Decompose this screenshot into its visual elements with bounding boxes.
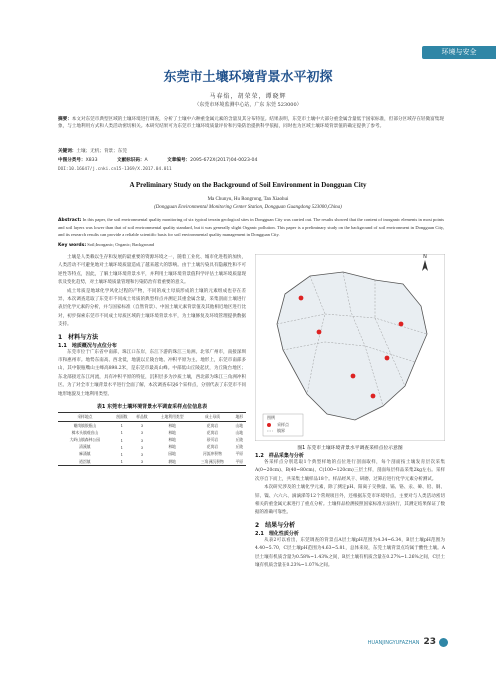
table-cell: 3 — [132, 458, 152, 466]
paragraph-1-1: 东莞市位于广东省中南部，珠江口东岸，东江下游的珠江三角洲。北邻广州市，南接深圳市和惠州市。地势东南高、西北低，地貌以丘陵台地、冲积平原为主。地形上，东莞市南部多山，其中银瓶嘴山主峰高898.2米，是东莞市最高山峰。中部低山丘陵起伏，为丘陵台地区；东北部接近东江河流，具有冲积平原的特征，沉积层多为沙质土壤，西北部为珠江三角洲冲积区。为了对全市土壤背景水平进行全面了解，本次调查布设6个采样点，分别代表了东莞市不同地形地貌及土地利用类型。 — [58, 349, 246, 397]
doc-code-label: 文献标识码： — [116, 158, 145, 163]
article-title-cn: 东莞市土壤环境背景水平初探 — [163, 70, 333, 85]
doc-code-value: A — [144, 158, 148, 163]
sample-point — [317, 330, 322, 335]
table-cell: 林地 — [168, 437, 176, 443]
table-cell: 砂页岩 — [206, 437, 219, 443]
table-row — [58, 429, 246, 436]
abstract-cn-label: 摘要： — [58, 117, 72, 122]
sample-point — [299, 296, 304, 301]
article-title-en: A Preliminary Study on the Background of Soil Environment in Dongguan City — [129, 181, 367, 189]
article-meta — [58, 157, 458, 163]
right-column — [255, 254, 445, 570]
table-header-parent-material: 成土母质 — [192, 413, 232, 422]
table-header-terrain: 地形 — [233, 413, 246, 422]
svg-text:N: N — [423, 254, 427, 260]
sample-point — [385, 356, 390, 361]
table-caption: 表1 东莞市土壤环境背景水平调查采样点位信息表 — [96, 404, 208, 411]
table-row — [58, 422, 246, 430]
table-cell: 林地 — [168, 429, 176, 435]
affiliation-en: (Dongguan Environmental Monitoring Center Station, Dongguan Guangdong 523000,China) — [154, 205, 342, 210]
table-row — [58, 444, 246, 451]
table-cell: 河流冲积物 — [202, 451, 222, 457]
table-cell: 1 — [120, 430, 123, 436]
table-cell: 丘陵 — [235, 444, 244, 450]
keywords-cn — [58, 148, 444, 155]
affiliation-cn: （东莞市环境监测中心站，广东 东莞 523000） — [194, 102, 302, 108]
table-header-site: 采样地点 — [58, 413, 112, 422]
dongguan-map — [255, 254, 445, 441]
intro-paragraph-1: 土壤是人类赖以生存和发展的最重要的资源环境之一，随着工业化、城市化进程的加快，人类活动不可避免地对土壤环境质量造成了越来越大的影响。由于土壤污染具有隐蔽性和不可逆性等特点，因此，了解土壤环境背景水平，并利用土壤环境背景值科学评估土壤环境质量现状及变化趋势，对土壤环境质量管理和污染防治有着重要的意义。 — [58, 255, 246, 286]
intro-paragraph-2: 成土母质是地球化学风化过程的产物，不同的成土母质形成的土壤的元素组成也存在差异，本次调查选取了东莞市不同成土母质的典型样点并测定其重金属含量，采集剖面土壤进行表层化学元素的分析，并与国家标准（自然背景）、中国土壤元素背景值及其他相近地区进行比对，初步探索东莞市不同成土母质区域的土壤环境背景水平，为土壤修复及环境管理提供数据支持。 — [58, 288, 246, 328]
table-cell: 3 — [140, 423, 144, 429]
table-row — [58, 436, 246, 443]
legend-title: 图例 — [267, 415, 275, 420]
table-cell: 1 — [120, 437, 123, 443]
subsection-heading-1-2: 1.2 样品采集与分析 — [255, 453, 304, 459]
sample-point — [399, 322, 404, 327]
table-header-samples: 样品数 — [132, 413, 152, 422]
table-cell: 平原 — [233, 458, 246, 466]
table-cell: 耕地 — [152, 458, 192, 466]
paragraph-1-2b: 本次研究涉及的土壤化学元素，除了测定pH、阳离子交换量、镉、铬、汞、砷、铅、铜、锌、镍、六六六、滴滴涕等12个常规项目外，还根据东莞市环境特点，主要对与人类活动密切相关的重金属元素进行了重点分析。土壤样品检测按照国家标准方法执行，其测定结果保证了数据的准确可靠性。 — [255, 485, 445, 516]
table-cell: 道滘镇 — [58, 458, 112, 466]
page-footer — [368, 637, 448, 647]
abstract-en-label: Abstract: — [58, 218, 82, 223]
table-cell: 林地 — [168, 422, 176, 428]
keywords-en-label: Key words: — [58, 243, 87, 248]
table-cell: 1 — [120, 444, 123, 450]
table-cell: 丘陵 — [235, 437, 244, 443]
paragraph-1-2a: 各采样点分别选取1个典型样地的点位进行剖面取样，每个剖面按土壤发育层次采集A(0~20cm)、B(40~80cm)、C(100~120cm)三层土样，剖面每层样品采集2kg左右。采样次序自下而上，共采集土壤样品18个。样品经风干、研磨、过筛后进行化学元素分析测试。 — [255, 460, 445, 482]
table-cell: 花岗岩 — [206, 422, 219, 428]
article-no-value: 2095-672X(2017)04-0023-04 — [190, 158, 258, 163]
table-cell: 樟木头镇观音山 — [71, 429, 99, 435]
section-heading-2: 2 结果与分析 — [255, 521, 296, 529]
clc-label: 中图分类号： — [58, 158, 86, 163]
table-cell: 平原 — [235, 451, 244, 457]
table-cell: 3 — [140, 437, 144, 443]
section-heading-1: 1 材料与方法 — [58, 333, 99, 341]
footer-dot-icon — [439, 638, 448, 647]
table-cell: 清溪镇 — [79, 444, 91, 450]
subsection-heading-2-1: 2.1 理化性质分析 — [255, 530, 299, 537]
figure-caption: 图1 东莞市土壤环境背景水平调查采样点位示意图 — [297, 446, 403, 451]
legend-item-border: 镇界 — [277, 428, 285, 433]
table-cell: 三角洲沉积物 — [192, 458, 232, 466]
table-cell: 大岭山镇森林公园 — [69, 437, 101, 443]
table-cell: 1 — [112, 458, 132, 466]
table-header-landuse: 土地利用类型 — [152, 413, 192, 422]
table-cell: 1 — [120, 451, 123, 457]
journal-name: HUANJINGYUFAZHAN — [367, 640, 420, 646]
keywords-en-text: Soil;Inorganic; Organic; Background — [87, 242, 155, 247]
table-cell: 1 — [120, 423, 123, 429]
table-row — [58, 458, 246, 466]
table-cell: 3 — [140, 430, 144, 436]
paragraph-2-1: 从表2可以看出，东莞调查的背景点A层土壤pH范围为4.34~6.34，B层土壤pH范围为4.40~5.70，C层土壤pH范围为4.63~5.81，总体来说，东莞土壤背景点均属于酸性土壤。A层土壤有机质含量为0.58%~1.43%之间，B层土壤有机质含量在0.27%~1.26%之间，C层土壤有机质含量在0.23%~1.07%之间。 — [255, 537, 445, 569]
abstract-cn-text: 本文对东莞市典型区域的土壤环境进行调查，分析了土壤中六种重金属元素的含量及其分布特征。结果表明，东莞市土壤中大部分重金属含量低于国家标准，但部分区域存在轻微富集现象，与土地利用方式和人类活动密切相关。本研究结果可为东莞市土壤环境质量评价和污染防治提供科学依据，同时也为区域土壤环境背景值的确定提供了参考。 — [58, 117, 444, 129]
abstract-cn — [58, 116, 444, 130]
table-cell: 园地 — [168, 451, 176, 457]
legend-item-sample: 采样点 — [277, 422, 289, 427]
page-number: 23 — [423, 637, 436, 647]
clc-value: X833 — [85, 158, 98, 163]
table-cell: 山地 — [235, 422, 244, 428]
table-cell: 花岗岩 — [206, 444, 219, 450]
abstract-en-text: In this paper, the soil environmental quality monitoring of six typical terrain geological sites in Dongguan City was carried out. The results showed that the content of inorganic elements in most points and soil layers was lower than that of soil environmental quality standard, but it was generally slight Organic pollution. This paper is a preliminary study on the background of soil environment in Dongguan City, and its research results can provide a reliable scientific basis for soil environmental quality management in Dongguan City. — [58, 217, 444, 237]
table-cell: 3 — [140, 444, 144, 450]
abstract-en — [58, 216, 444, 238]
table-cell: 3 — [140, 451, 144, 457]
keywords-en — [58, 242, 154, 248]
sample-point — [351, 374, 356, 379]
keywords-cn-text: 土壤；无机；背景；东莞 — [76, 149, 127, 154]
table-row — [58, 451, 246, 458]
table-cell: 林地 — [168, 444, 176, 450]
sampling-map-figure — [255, 254, 445, 441]
keywords-cn-label: 关键词： — [58, 149, 77, 154]
authors-cn: 马春焰，胡荣荣，谭晓辉 — [209, 93, 287, 100]
subsection-heading-1-1: 1.1 地质概况与点位分布 — [58, 342, 117, 349]
table-cell: 麻涌镇 — [79, 451, 91, 457]
table-cell: 谢岗镇银瓶山 — [73, 422, 97, 428]
table-header-profiles: 剖面数 — [112, 413, 132, 422]
section-tag: 环境与安全 — [422, 46, 496, 59]
sampling-site-table — [58, 412, 246, 466]
table-cell: 花岗岩 — [206, 429, 219, 435]
article-no-label: 文章编号： — [167, 158, 191, 163]
legend-sample-icon — [267, 423, 271, 427]
doi: DOI:10.16647/j.cnki.cn15-1369/X.2017.04.011 — [58, 167, 172, 172]
authors-en: Ma Chunyu, Hu Rongrong, Tan Xiaohui — [207, 197, 289, 202]
sample-point — [371, 394, 376, 399]
table-cell: 山地 — [235, 429, 244, 435]
left-column — [58, 254, 246, 466]
